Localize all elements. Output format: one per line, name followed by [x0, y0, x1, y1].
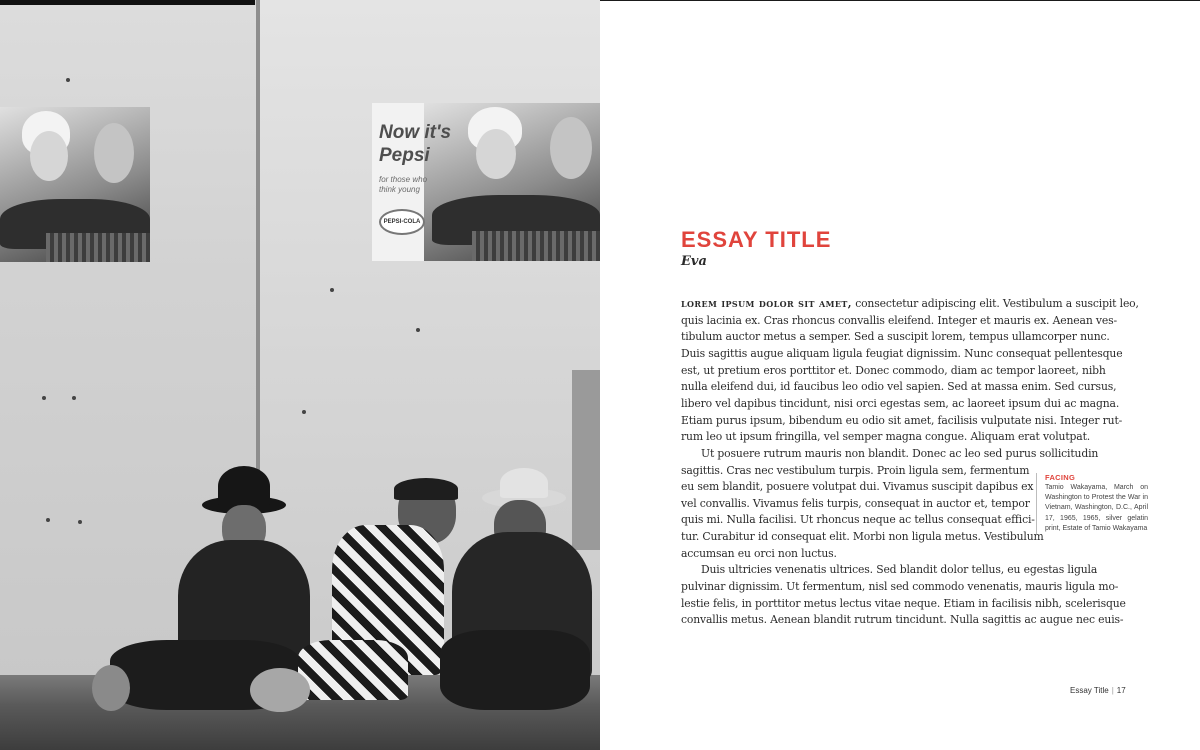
body-line: tur. Curabitur id consequat elit. Morbi non ligula metus. Vestibulum	[681, 530, 1044, 543]
nail	[46, 518, 50, 522]
essay-title: ESSAY TITLE	[681, 227, 832, 252]
pepsi-logo: PEPSI-COLA	[379, 209, 425, 235]
body-line: Etiam purus ipsum, bibendum eu odio sit amet, facilisis vulputate nisi. Integer rut-	[681, 414, 1123, 427]
body-line: quis lacinia ex. Cras rhoncus convallis eleifend. Integer et mauris ex. Aenean ves-	[681, 314, 1117, 327]
body-line: Ut posuere rutrum mauris non blandit. Donec ac leo sed purus sollicitudin	[701, 447, 1099, 460]
body-line: sagittis. Cras nec vestibulum turpis. Proin ligula sem, fermentum	[681, 464, 1030, 477]
body-line: pulvinar dignissim. Ut fermentum, nisl sed commodo venenatis, mauris ligula mo-	[681, 580, 1119, 593]
body-line: tibulum auctor metus a semper. Sed a suscipit lorem, tempus ullamcorper nunc.	[681, 330, 1110, 343]
essay-author: Eva	[681, 254, 707, 269]
poster-headline-line-1: Now it's	[379, 122, 452, 143]
poster-headline-line-2: Pepsi	[379, 145, 430, 166]
body-line: nulla eleifend dui, id faucibus leo odio vel sapien. Sed at massa enim. Sed cursus,	[681, 380, 1117, 393]
body-line: libero vel dapibus tincidunt, nisi orci egestas sem, ac laoreet ipsum dui ac magna.	[681, 397, 1120, 410]
body-line: convallis metus. Aenean blandit rutrum tincidunt. Nulla sagittis ac augue nec euis-	[681, 613, 1124, 626]
body-line: vel convallis. Vivamus felis turpis, consequat in auctor et, tempor	[681, 497, 1030, 510]
body-line: Duis ultricies venenatis ultrices. Sed blandit dolor tellus, eu egestas ligula	[701, 563, 1098, 576]
page-top-rule	[600, 0, 1200, 1]
nail	[72, 396, 76, 400]
body-line: rum leo ut ipsum fringilla, vel semper magna congue. Aliquam erat volutpat.	[681, 430, 1091, 443]
nail	[330, 288, 334, 292]
body-line: lorem ipsum dolor sit amet, consectetur adipiscing elit. Vestibulum a suscipit leo,	[681, 297, 1139, 310]
lead-in: lorem ipsum dolor sit amet,	[681, 297, 852, 310]
poster-tagline: for those who think young	[379, 175, 428, 194]
caption-text: Tamio Wakayama, March on Washington to Protest the War in Vietnam, Washington, D.C., April 17, 1965, 1965, silver gelatin print, Estate of Tamio Wakayama	[1045, 484, 1148, 532]
pepsi-poster	[372, 103, 600, 261]
body-line: est, ut pretium eros porttitor et. Donec commodo, diam ac tempor laoreet, nibh	[681, 364, 1106, 377]
page-folio: Essay Title | 17	[1070, 686, 1126, 695]
poster-headline	[379, 121, 451, 167]
folio-page-number: 17	[1116, 686, 1126, 695]
folio-section: Essay Title	[1070, 686, 1109, 695]
crate	[572, 370, 600, 550]
nail	[42, 396, 46, 400]
nail	[416, 328, 420, 332]
nail	[302, 410, 306, 414]
body-line: lestie felis, in porttitor metus lectus vitae neque. Etiam in facilisis nibh, scelerisque	[681, 597, 1126, 610]
body-line: eu sem blandit, posuere volutpat dui. Vivamus suscipit dapibus ex	[681, 480, 1034, 493]
body-line: Duis sagittis augue aliquam ligula feugiat dignissim. Nunc consequat pellentesque	[681, 347, 1123, 360]
nail	[78, 520, 82, 524]
poster-cropped	[0, 107, 150, 262]
body-line: quis mi. Nulla facilisi. Ut rhoncus neque ac tellus consequat effici-	[681, 513, 1035, 526]
body-line: accumsan eu orci non luctus.	[681, 547, 837, 560]
photo-caption	[1036, 473, 1148, 534]
nail	[66, 78, 70, 82]
caption-label: FACING	[1045, 473, 1076, 482]
